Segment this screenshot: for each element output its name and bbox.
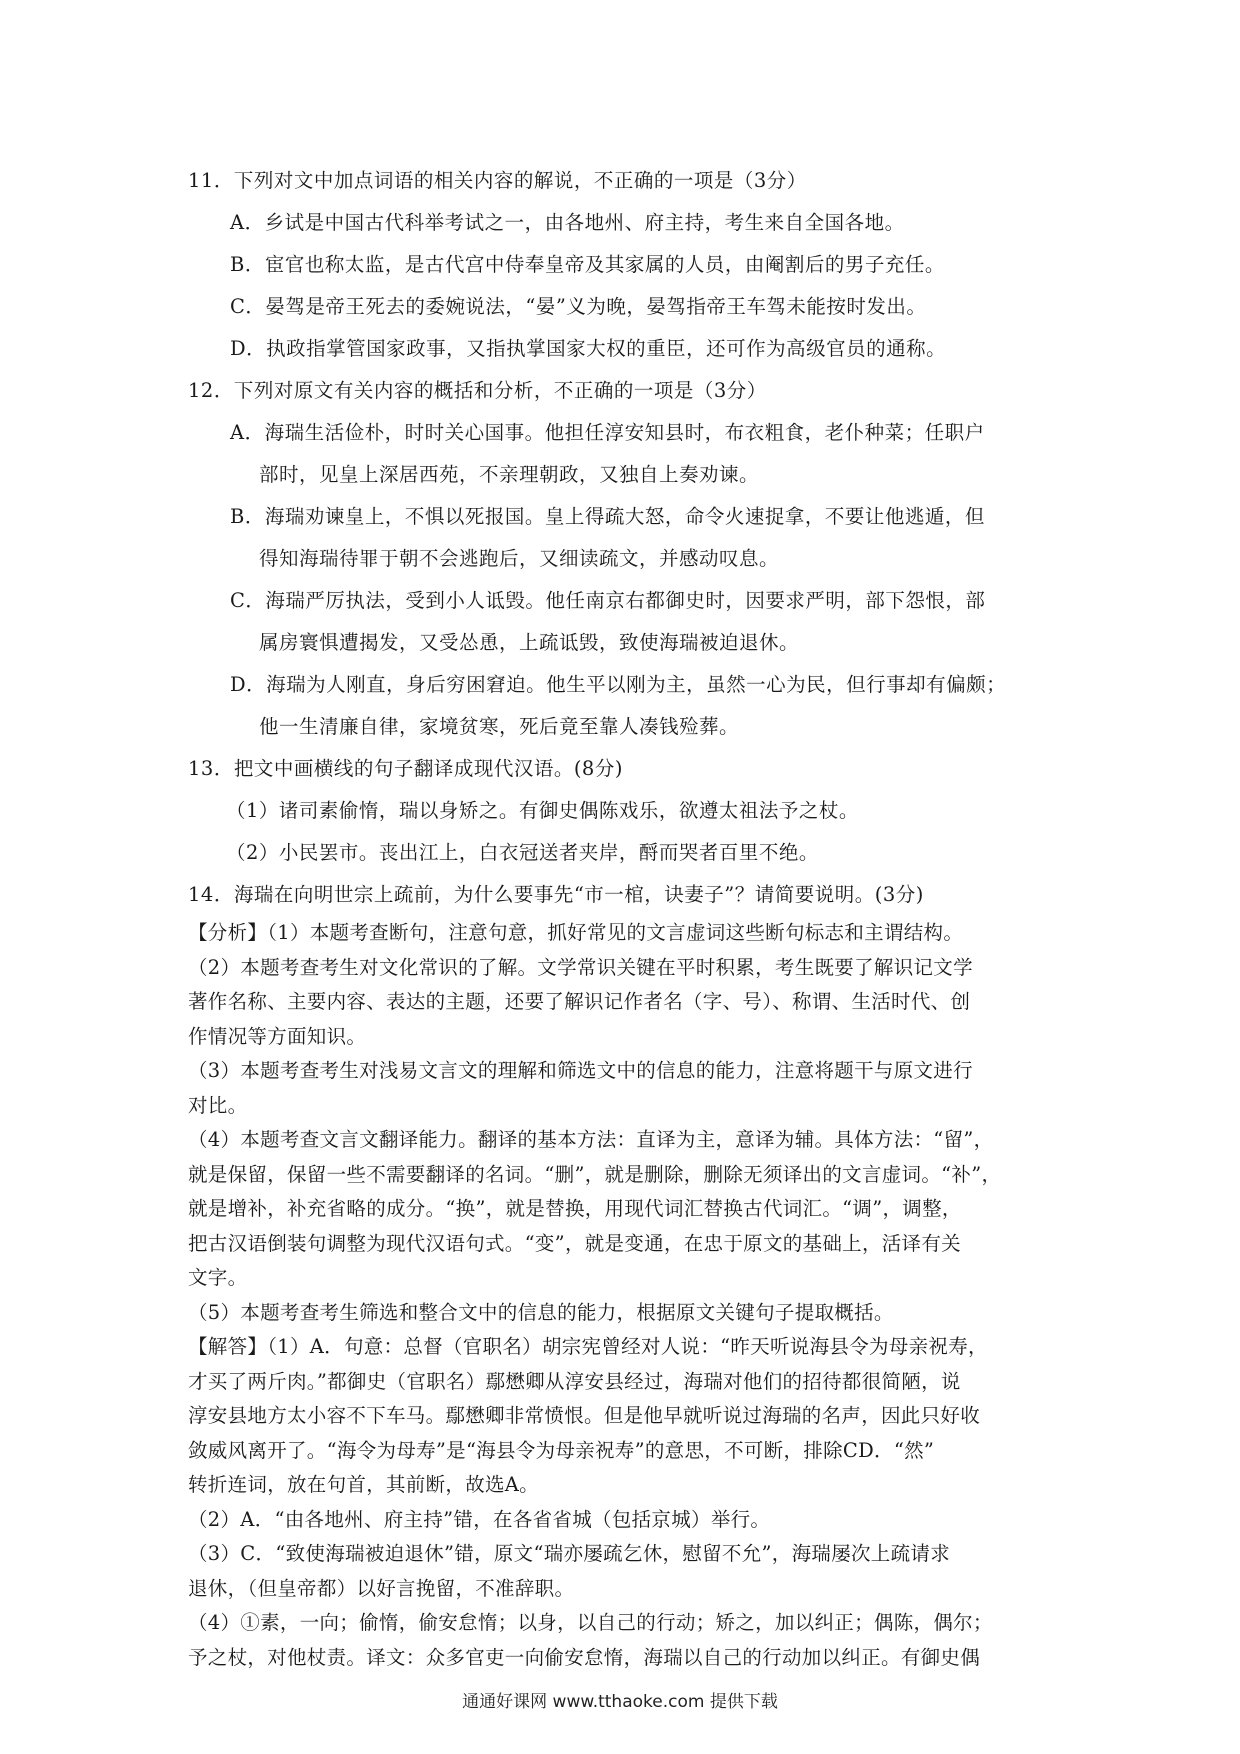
q12-option-c-cont: 属房寰惧遭揭发，又受怂恿，上疏诋毁，致使海瑞被迫退休。 [259,631,800,654]
page-footer: 通通好课网 www.tthaoke.com 提供下载 [462,1692,778,1712]
answer-line: 予之杖，对他杖责。译文：众多官吏一向偷安怠惰，海瑞以自己的行动加以纠正。有御史偶 [188,1645,981,1669]
page-content [188,160,1058,1675]
answer-line: 淳安县地方太小容不下车马。鄢懋卿非常愤恨。但是他早就听说过海瑞的名声，因此只好收 [188,1404,981,1427]
q12-option-a: A．海瑞生活俭朴，时时关心国事。他担任淳安知县时，布衣粗食，老仆种菜；任职户 [230,421,985,444]
answer-line: （2）A．“由各地州、府主持”错，在各省省城（包括京城）举行。 [188,1507,771,1531]
analysis-line: 就是增补，补充省略的成分。“换”，就是替换，用现代词汇替换古代词汇。“调”，调整， [188,1197,962,1220]
q12-option-b-cont: 得知海瑞待罪于朝不会逃跑后，又细读疏文，并感动叹息。 [259,547,780,570]
analysis-line: 【分析】（1）本题考查断句，注意句意，抓好常见的文言虚词这些断句标志和主谓结构。 [188,921,964,944]
analysis-section [188,916,1058,1675]
q13-item-2: （2）小民罢市。丧出江上，白衣冠送者夹岸，酹而哭者百里不绝。 [226,841,819,864]
answer-line: （3）C．“致使海瑞被迫退休”错，原文“瑞亦屡疏乞休，慰留不允”，海瑞屡次上疏请求 [188,1542,951,1565]
q11-option-c: C．晏驾是帝王死去的委婉说法，“晏”义为晚，晏驾指帝王车驾未能按时发出。 [230,295,927,318]
answer-line: 【解答】（1）A．句意：总督（官职名）胡宗宪曾经对人说：“昨天听说海县令为母亲祝寿， [188,1335,988,1358]
analysis-line: （3）本题考查考生对浅易文言文的理解和筛选文中的信息的能力，注意将题干与原文进行 [188,1059,973,1082]
question-11-stem: 11．下列对文中加点词语的相关内容的解说，不正确的一项是（3分） [188,169,807,192]
analysis-line: 文字。 [188,1266,248,1289]
question-14-stem: 14．海瑞在向明世宗上疏前，为什么要事先“市一棺，诀妻子”？请简要说明。(3分) [188,883,924,906]
analysis-line: 著作名称、主要内容、表达的主题，还要了解识记作者名（字、号）、称谓、生活时代、创 [188,990,971,1013]
answer-line: （4）①素，一向；偷惰，偷安怠惰；以身，以自己的行动；矫之，加以纠正；偶陈，偶尔； [188,1611,993,1634]
q12-option-c: C．海瑞严厉执法，受到小人诋毁。他任南京右都御史时，因要求严明，部下怨恨，部 [230,589,986,612]
answer-line: 敛威风离开了。“海令为母寿”是“海县令为母亲祝寿”的意思，不可断，排除CD．“然” [188,1438,935,1462]
analysis-line: 把古汉语倒装句调整为现代汉语句式。“变”，就是变通，在忠于原文的基础上，活译有关 [188,1231,961,1255]
question-12-stem: 12．下列对原文有关内容的概括和分析，不正确的一项是（3分） [188,379,767,402]
analysis-line: （5）本题考查考生筛选和整合文中的信息的能力，根据原文关键句子提取概括。 [188,1300,894,1324]
analysis-line: （4）本题考查文言文翻译能力。翻译的基本方法：直译为主，意译为辅。具体方法：“留”， [188,1128,994,1151]
q11-option-a: A．乡试是中国古代科举考试之一，由各地州、府主持，考生来自全国各地。 [230,211,905,234]
q12-option-a-cont: 部时，见皇上深居西苑，不亲理朝政，又独自上奏劝谏。 [259,463,760,486]
q12-option-d-cont: 他一生清廉自律，家境贫寒，死后竟至靠人凑钱殓葬。 [259,715,740,738]
analysis-line: 作情况等方面知识。 [188,1024,367,1048]
q13-item-1: （1）诸司素偷惰，瑞以身矫之。有御史偶陈戏乐，欲遵太祖法予之杖。 [226,799,859,822]
analysis-line: 对比。 [188,1093,248,1117]
answer-line: 才买了两斤肉。”都御史（官职名）鄢懋卿从淳安县经过，海瑞对他们的招待都很简陋，说 [188,1369,961,1393]
q11-option-b: B．宦官也称太监，是古代宫中侍奉皇帝及其家属的人员，由阉割后的男子充任。 [230,253,945,276]
analysis-line: （2）本题考查考生对文化常识的了解。文学常识关键在平时积累，考生既要了解识记文学 [188,955,973,979]
answer-line: 退休，（但皇帝都）以好言挽留，不准辞职。 [188,1576,575,1600]
q11-option-d: D．执政指掌管国家政事，又指执掌国家大权的重臣，还可作为高级官员的通称。 [230,337,947,360]
analysis-line: 就是保留，保留一些不需要翻译的名词。“删”，就是删除，删除无须译出的文言虚词。“补”， [188,1162,1002,1186]
answer-line: 转折连词，放在句首，其前断，故选A。 [188,1473,539,1496]
q12-option-d: D．海瑞为人刚直，身后穷困窘迫。他生平以刚为主，虽然一心为民，但行事却有偏颇； [230,673,1007,696]
question-13-stem: 13．把文中画横线的句子翻译成现代汉语。(8分) [188,757,623,780]
q12-option-b: B．海瑞劝谏皇上，不惧以死报国。皇上得疏大怒，命令火速捉拿，不要让他逃遁，但 [230,505,985,528]
